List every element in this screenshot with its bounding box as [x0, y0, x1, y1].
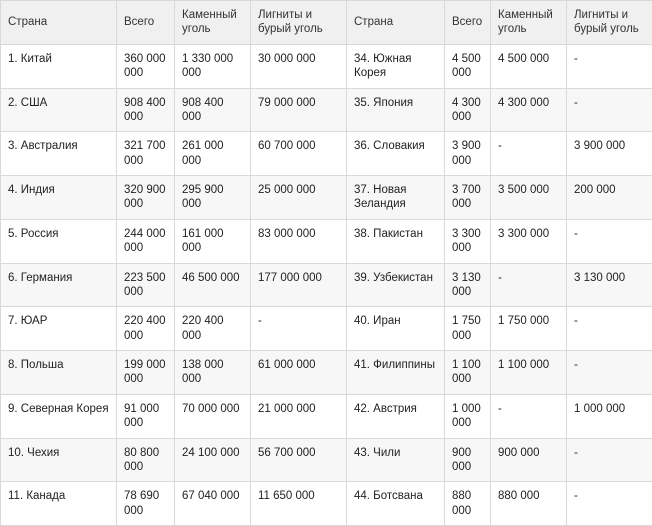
- cell-lignite-right: 3 130 000: [567, 263, 652, 307]
- cell-total-left: 80 800 000: [117, 438, 175, 482]
- cell-total-left: 223 500 000: [117, 263, 175, 307]
- cell-hard-coal-left: 220 400 000: [175, 307, 251, 351]
- cell-total-right: 1 750 000: [445, 307, 491, 351]
- cell-country-right: 38. Пакистан: [347, 219, 445, 263]
- cell-total-right: 3 700 000: [445, 176, 491, 220]
- cell-country-right: 42. Австрия: [347, 394, 445, 438]
- cell-hard-coal-left: 46 500 000: [175, 263, 251, 307]
- cell-hard-coal-right: -: [491, 132, 567, 176]
- cell-hard-coal-left: 161 000 000: [175, 219, 251, 263]
- cell-country-right: 35. Япония: [347, 88, 445, 132]
- cell-total-right: 900 000: [445, 438, 491, 482]
- cell-country-right: 41. Филиппины: [347, 351, 445, 395]
- table-row: [1, 482, 652, 526]
- table-header-row: [1, 1, 652, 45]
- table-row: [1, 351, 652, 395]
- cell-hard-coal-left: 1 330 000 000: [175, 44, 251, 88]
- table-body: [1, 44, 652, 525]
- cell-total-left: 78 690 000: [117, 482, 175, 526]
- cell-total-right: 4 300 000: [445, 88, 491, 132]
- table-row: [1, 307, 652, 351]
- cell-total-right: 880 000: [445, 482, 491, 526]
- cell-lignite-right: -: [567, 44, 652, 88]
- cell-lignite-left: -: [251, 307, 347, 351]
- cell-country-right: 44. Ботсвана: [347, 482, 445, 526]
- cell-total-left: 908 400 000: [117, 88, 175, 132]
- cell-total-left: 244 000 000: [117, 219, 175, 263]
- cell-lignite-right: -: [567, 88, 652, 132]
- cell-lignite-right: -: [567, 219, 652, 263]
- cell-lignite-left: 61 000 000: [251, 351, 347, 395]
- table-row: [1, 88, 652, 132]
- cell-country-left: 5. Россия: [1, 219, 117, 263]
- cell-country-right: 39. Узбекистан: [347, 263, 445, 307]
- cell-lignite-right: 200 000: [567, 176, 652, 220]
- cell-total-left: 320 900 000: [117, 176, 175, 220]
- cell-country-right: 40. Иран: [347, 307, 445, 351]
- cell-lignite-left: 177 000 000: [251, 263, 347, 307]
- cell-country-left: 11. Канада: [1, 482, 117, 526]
- cell-country-right: 36. Словакия: [347, 132, 445, 176]
- column-header-country-left: Страна: [1, 1, 117, 45]
- cell-total-right: 3 130 000: [445, 263, 491, 307]
- cell-country-left: 6. Германия: [1, 263, 117, 307]
- cell-hard-coal-right: 3 300 000: [491, 219, 567, 263]
- cell-hard-coal-left: 24 100 000: [175, 438, 251, 482]
- table-row: [1, 263, 652, 307]
- table-row: [1, 219, 652, 263]
- cell-hard-coal-right: -: [491, 263, 567, 307]
- column-header-lignite-right: Лигниты и бурый уголь: [567, 1, 652, 45]
- cell-lignite-left: 83 000 000: [251, 219, 347, 263]
- cell-country-left: 8. Польша: [1, 351, 117, 395]
- cell-lignite-left: 56 700 000: [251, 438, 347, 482]
- cell-country-left: 10. Чехия: [1, 438, 117, 482]
- column-header-total-right: Всего: [445, 1, 491, 45]
- cell-lignite-left: 11 650 000: [251, 482, 347, 526]
- cell-hard-coal-right: 1 100 000: [491, 351, 567, 395]
- cell-country-right: 43. Чили: [347, 438, 445, 482]
- cell-country-left: 7. ЮАР: [1, 307, 117, 351]
- column-header-lignite-left: Лигниты и бурый уголь: [251, 1, 347, 45]
- cell-total-left: 199 000 000: [117, 351, 175, 395]
- column-header-hard-coal-right: Каменный уголь: [491, 1, 567, 45]
- cell-total-left: 321 700 000: [117, 132, 175, 176]
- cell-hard-coal-left: 908 400 000: [175, 88, 251, 132]
- cell-lignite-right: -: [567, 482, 652, 526]
- cell-country-left: 9. Северная Корея: [1, 394, 117, 438]
- cell-total-left: 91 000 000: [117, 394, 175, 438]
- cell-total-left: 220 400 000: [117, 307, 175, 351]
- cell-hard-coal-left: 295 900 000: [175, 176, 251, 220]
- cell-lignite-left: 60 700 000: [251, 132, 347, 176]
- cell-lignite-left: 30 000 000: [251, 44, 347, 88]
- table-row: [1, 176, 652, 220]
- cell-hard-coal-left: 70 000 000: [175, 394, 251, 438]
- cell-lignite-left: 25 000 000: [251, 176, 347, 220]
- cell-hard-coal-right: 4 500 000: [491, 44, 567, 88]
- cell-total-left: 360 000 000: [117, 44, 175, 88]
- cell-hard-coal-right: 3 500 000: [491, 176, 567, 220]
- cell-total-right: 1 100 000: [445, 351, 491, 395]
- cell-country-left: 3. Австралия: [1, 132, 117, 176]
- cell-hard-coal-right: 1 750 000: [491, 307, 567, 351]
- column-header-total-left: Всего: [117, 1, 175, 45]
- cell-total-right: 3 300 000: [445, 219, 491, 263]
- cell-total-right: 4 500 000: [445, 44, 491, 88]
- cell-lignite-right: -: [567, 438, 652, 482]
- cell-hard-coal-left: 67 040 000: [175, 482, 251, 526]
- cell-hard-coal-right: 4 300 000: [491, 88, 567, 132]
- cell-hard-coal-right: 880 000: [491, 482, 567, 526]
- cell-country-right: 34. Южная Корея: [347, 44, 445, 88]
- table-row: [1, 438, 652, 482]
- column-header-country-right: Страна: [347, 1, 445, 45]
- cell-lignite-left: 79 000 000: [251, 88, 347, 132]
- cell-hard-coal-right: 900 000: [491, 438, 567, 482]
- cell-total-right: 3 900 000: [445, 132, 491, 176]
- cell-lignite-right: 1 000 000: [567, 394, 652, 438]
- cell-hard-coal-left: 261 000 000: [175, 132, 251, 176]
- cell-country-left: 2. США: [1, 88, 117, 132]
- cell-lignite-left: 21 000 000: [251, 394, 347, 438]
- table-header: [1, 1, 652, 45]
- table-row: [1, 132, 652, 176]
- cell-hard-coal-left: 138 000 000: [175, 351, 251, 395]
- cell-lignite-right: -: [567, 351, 652, 395]
- cell-total-right: 1 000 000: [445, 394, 491, 438]
- column-header-hard-coal-left: Каменный уголь: [175, 1, 251, 45]
- cell-lignite-right: 3 900 000: [567, 132, 652, 176]
- table-row: [1, 394, 652, 438]
- cell-country-left: 4. Индия: [1, 176, 117, 220]
- cell-country-right: 37. Новая Зеландия: [347, 176, 445, 220]
- cell-hard-coal-right: -: [491, 394, 567, 438]
- table-row: [1, 44, 652, 88]
- cell-country-left: 1. Китай: [1, 44, 117, 88]
- cell-lignite-right: -: [567, 307, 652, 351]
